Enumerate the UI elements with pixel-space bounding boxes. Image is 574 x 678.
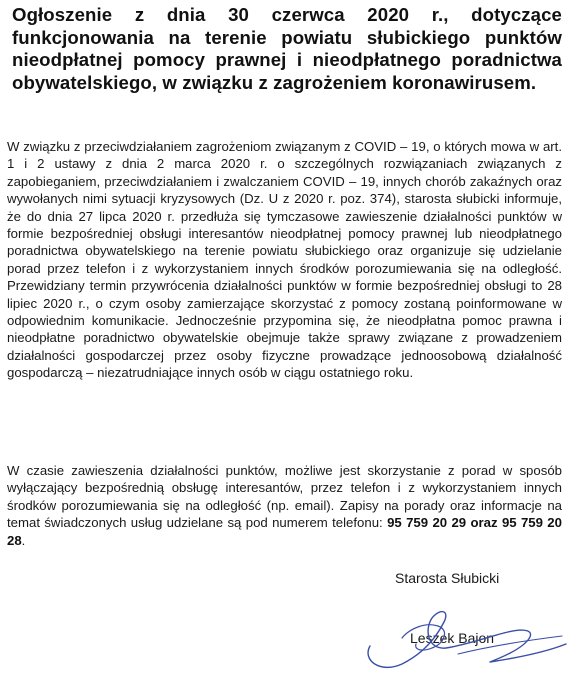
announcement-paragraph-1: W związku z przeciwdziałaniem zagrożeniom związanym z COVID – 19, o których mowa w art. 1 i 2 ustawy z dnia 2 marca 2020 r. o szczególnych rozwiązaniach związanych z zapobieganiem, przeciwdziałaniem i zwalczaniem COVID – 19, innych chorób zakaźnych oraz wywołanych nimi sytuacji kryzysowych (Dz. U z 2020 r. poz. 374), starosta słubicki informuje, że do dnia 27 lipca 2020 r. przedłuża się tymczasowe zawieszenie działalności punktów w formie bezpośredniej obsługi interesantów nieodpłatnej pomocy prawnej lub nieodpłatnego poradnictwa obywatelskiego na terenie powiatu słubickiego oraz organizuje się udzielanie porad przez telefon i z wykorzystaniem innych środków porozumiewania się na odległość. Przewidziany termin przywrócenia działalności punktów w formie bezpośredniej obsługi to 28 lipiec 2020 r., o czym osoby zamierzające skorzystać z pomocy zostaną poinformowane w odpowiednim komunikacie. Jednocześnie przypomina się, że nieodpłatna pomoc prawna i nieodpłatne poradnictwo obywatelskie obejmuje także sprawy związane z prowadzeniem działalności gospodarczej przez osoby fizyczne prowadzące jednoosobową działalność gospodarczą – niezatrudniające innych osób w ciągu ostatniego roku.: [7, 139, 562, 381]
paragraph-2-end: .: [21, 532, 26, 548]
announcement-paragraph-2: [7, 462, 562, 549]
signature-role: Starosta Słubicki: [395, 570, 500, 586]
announcement-title: Ogłoszenie z dnia 30 czerwca 2020 r., dotyczące funkcjonowania na terenie powiatu słubickiego punktów nieodpłatnej pomocy prawnej i nieodpłatnego poradnictwa obywatelskiego, w związku z zagrożeniem koronawirusem.: [12, 4, 562, 93]
paragraph-2-text: W czasie zawieszenia działalności punktów, możliwe jest skorzystanie z porad w sposób wyłączający bezpośrednią obsługę interesantów, przez telefon i z wykorzystaniem innych środków porozumiewania się na odległość (np. email). Zapisy na porady oraz informacje na temat świadczonych usług udzielane są pod numerem telefonu:: [7, 463, 562, 531]
signature-name: Leszek Bajon: [410, 630, 495, 646]
phone-numbers: 95 759 20 29 oraz 95 759 20 28: [7, 515, 562, 548]
